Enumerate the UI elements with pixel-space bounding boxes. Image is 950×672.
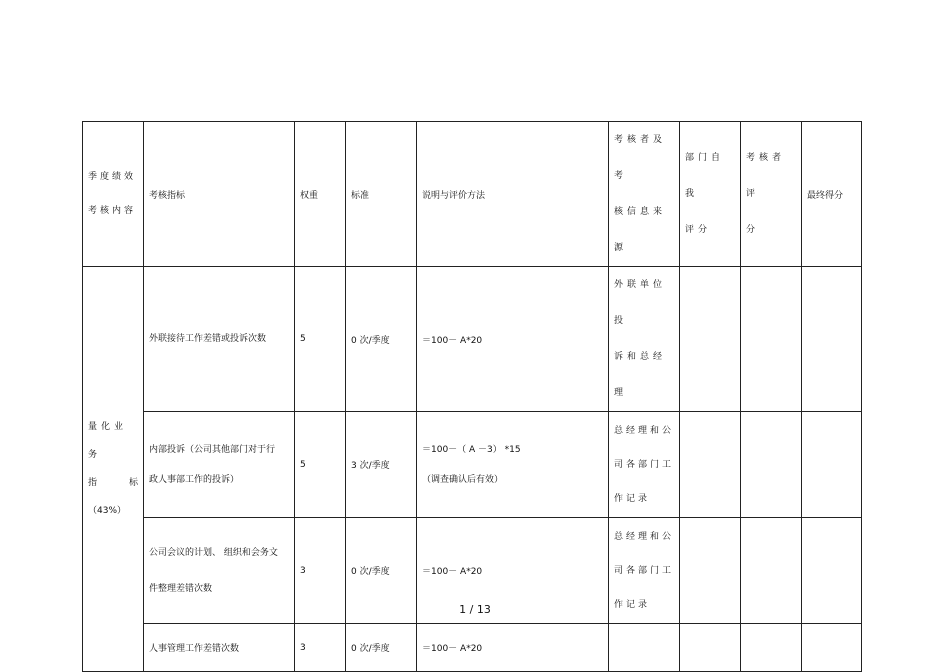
table-row	[83, 624, 862, 672]
source-cell	[609, 267, 680, 412]
header-col6-line2: 核信息来源	[614, 207, 667, 253]
category-line2a: 指	[88, 478, 98, 488]
category-line1: 量化业务	[88, 422, 128, 460]
method-line2: （调查确认后有效）	[422, 474, 504, 485]
self-score-cell	[680, 412, 741, 518]
header-cell-source	[609, 122, 680, 267]
final-score-cell	[802, 267, 862, 412]
header-cell-content	[83, 122, 144, 267]
header-cell-final-score: 最终得分	[802, 122, 862, 267]
source-line3: 作记录	[614, 493, 651, 504]
indicator-cell	[144, 412, 295, 518]
method-cell: ＝100－ A*20	[417, 518, 609, 624]
source-cell	[609, 412, 680, 518]
reviewer-score-cell	[741, 267, 802, 412]
header-col7-line2: 评分	[685, 225, 712, 235]
page-number: 1 / 13	[459, 603, 491, 616]
header-cell-weight: 权重	[295, 122, 346, 267]
source-line2: 司各部门工	[614, 459, 675, 470]
header-col1-line1: 季度绩效	[88, 172, 137, 182]
final-score-cell	[802, 624, 862, 672]
standard-cell: 3 次/季度	[346, 412, 417, 518]
header-row	[83, 122, 862, 267]
indicator-line1: 内部投诉（公司其他部门对于行	[149, 444, 276, 455]
table-row	[83, 267, 862, 412]
self-score-cell	[680, 624, 741, 672]
method-cell: ＝100－ A*20	[417, 624, 609, 672]
indicator-cell	[144, 267, 295, 412]
source-line2: 司各部门工	[614, 565, 675, 576]
indicator-line2: 政人事部工作的投诉）	[149, 474, 240, 485]
header-cell-standard: 标准	[346, 122, 417, 267]
header-cell-method: 说明与评价方法	[417, 122, 609, 267]
header-col1-line2: 考核内容	[88, 206, 137, 216]
weight-cell: 5	[295, 412, 346, 518]
header-col7-line1: 部门自我	[685, 153, 725, 199]
method-line1: ＝100－（ A －3） *15	[422, 444, 521, 455]
header-col8-line2: 分	[746, 225, 760, 235]
source-line3: 作记录	[614, 599, 651, 610]
source-cell	[609, 624, 680, 672]
header-cell-reviewer-score	[741, 122, 802, 267]
method-cell: ＝100－ A*20	[417, 267, 609, 412]
category-percent: （43%）	[88, 506, 127, 516]
weight-cell: 3	[295, 518, 346, 624]
source-line1: 总经理和公	[614, 531, 675, 542]
weight-cell: 3	[295, 624, 346, 672]
indicator-line2: 件整理差错次数	[149, 583, 213, 594]
standard-cell: 0 次/季度	[346, 518, 417, 624]
standard-cell: 0 次/季度	[346, 267, 417, 412]
header-cell-self-score	[680, 122, 741, 267]
source-line1: 外联单位投	[614, 280, 667, 326]
performance-table	[82, 121, 862, 672]
category-line2b: 标	[128, 478, 138, 488]
source-line1: 总经理和公	[614, 425, 675, 436]
reviewer-score-cell	[741, 624, 802, 672]
weight-cell: 5	[295, 267, 346, 412]
table-row	[83, 412, 862, 518]
reviewer-score-cell	[741, 412, 802, 518]
final-score-cell	[802, 412, 862, 518]
indicator-line1: 公司会议的计划、 组织和会务文	[149, 547, 278, 558]
self-score-cell	[680, 267, 741, 412]
method-cell	[417, 412, 609, 518]
indicator-cell: 人事管理工作差错次数	[144, 624, 295, 672]
source-line2: 诉和总经理	[614, 352, 667, 398]
header-col8-line1: 考核者评	[746, 153, 786, 199]
standard-cell: 0 次/季度	[346, 624, 417, 672]
indicator-line1: 外联接待工作差错或投诉次数	[149, 334, 267, 344]
header-cell-indicator: 考核指标	[144, 122, 295, 267]
header-col6-line1: 考核者及考	[614, 135, 667, 181]
